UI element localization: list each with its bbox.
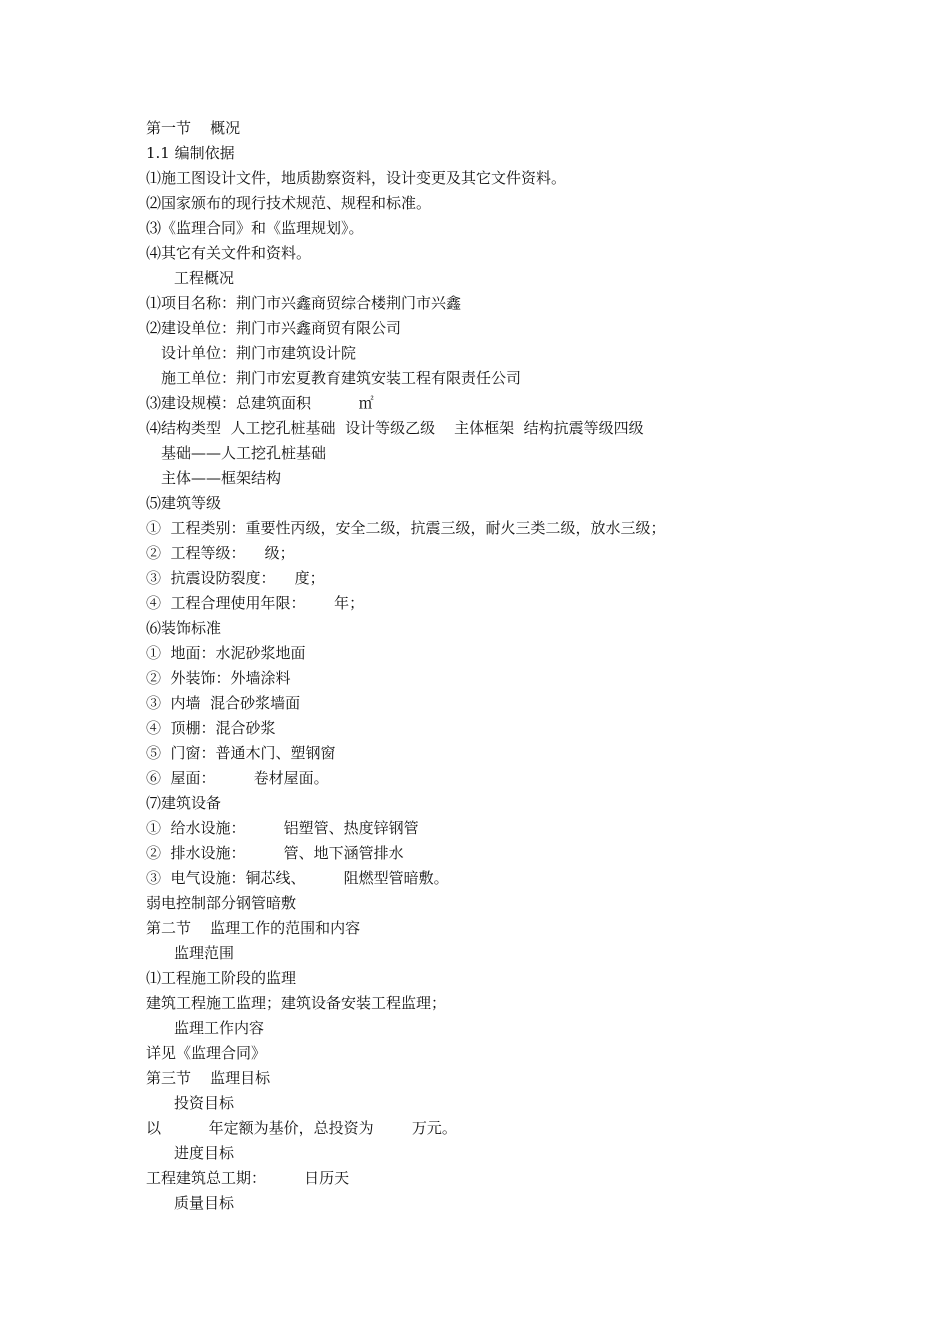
subsection-heading: 投资目标 — [174, 1094, 235, 1112]
list-item: ② 排水设施： 管、地下涵管排水 — [146, 844, 404, 862]
list-item: 施工单位：荆门市宏夏教育建筑安装工程有限责任公司 — [161, 369, 522, 387]
list-item: ③ 抗震设防裂度： 度； — [146, 569, 325, 587]
section-heading: 第一节 概况 — [146, 119, 241, 137]
list-item: ④ 工程合理使用年限： 年； — [146, 594, 365, 612]
list-item: ⑶建设规模：总建筑面积 ㎡ — [146, 394, 374, 412]
subsection-heading: 工程概况 — [174, 269, 235, 287]
list-item: 主体——框架结构 — [161, 469, 282, 487]
paragraph: 以 年定额为基价，总投资为 万元。 — [146, 1119, 457, 1137]
list-item: ③ 电气设施：铜芯线、 阻燃型管暗敷。 — [146, 869, 449, 887]
document-body — [146, 116, 866, 1216]
paragraph: 弱电控制部分钢管暗敷 — [146, 894, 297, 912]
list-item: ⑷其它有关文件和资料。 — [146, 244, 312, 262]
list-item: ⑸建筑等级 — [146, 494, 222, 512]
list-item: ① 地面：水泥砂浆地面 — [146, 644, 306, 662]
subsection-heading: 1.1 编制依据 — [146, 144, 235, 162]
list-item: ⑴项目名称：荆门市兴鑫商贸综合楼荆门市兴鑫 — [146, 294, 462, 312]
list-item: ① 给水设施： 铝塑管、热度锌钢管 — [146, 819, 419, 837]
list-item: ⑶《监理合同》和《监理规划》。 — [146, 219, 364, 237]
list-item: ⑴施工图设计文件，地质勘察资料，设计变更及其它文件资料。 — [146, 169, 567, 187]
list-item: ⑵国家颁布的现行技术规范、规程和标准。 — [146, 194, 432, 212]
list-item: 基础——人工挖孔桩基础 — [161, 444, 327, 462]
list-item: ⑷结构类型 人工挖孔桩基础 设计等级乙级 主体框架 结构抗震等级四级 — [146, 419, 644, 437]
subsection-heading: 质量目标 — [174, 1194, 235, 1212]
paragraph: 详见《监理合同》 — [146, 1044, 267, 1062]
list-item: ⑤ 门窗：普通木门、塑钢窗 — [146, 744, 336, 762]
list-item: ① 工程类别：重要性丙级，安全二级，抗震三级，耐火三类二级，放水三级； — [146, 519, 666, 537]
list-item: ④ 顶棚：混合砂浆 — [146, 719, 276, 737]
list-item: 设计单位：荆门市建筑设计院 — [161, 344, 357, 362]
subsection-heading: 监理工作内容 — [174, 1019, 265, 1037]
list-item: ⑹装饰标准 — [146, 619, 222, 637]
list-item: ③ 内墙 混合砂浆墙面 — [146, 694, 301, 712]
list-item: ⑵建设单位：荆门市兴鑫商贸有限公司 — [146, 319, 402, 337]
list-item: ② 工程等级： 级； — [146, 544, 295, 562]
paragraph: 建筑工程施工监理；建筑设备安装工程监理； — [146, 994, 447, 1012]
list-item: ⑥ 屋面： 卷材屋面。 — [146, 769, 329, 787]
paragraph: 工程建筑总工期： 日历天 — [146, 1169, 350, 1187]
subsection-heading: 进度目标 — [174, 1144, 235, 1162]
section-heading: 第二节 监理工作的范围和内容 — [146, 919, 361, 937]
list-item: ⑴工程施工阶段的监理 — [146, 969, 297, 987]
list-item: ② 外装饰：外墙涂料 — [146, 669, 291, 687]
subsection-heading: 监理范围 — [174, 944, 235, 962]
section-heading: 第三节 监理目标 — [146, 1069, 271, 1087]
list-item: ⑺建筑设备 — [146, 794, 222, 812]
